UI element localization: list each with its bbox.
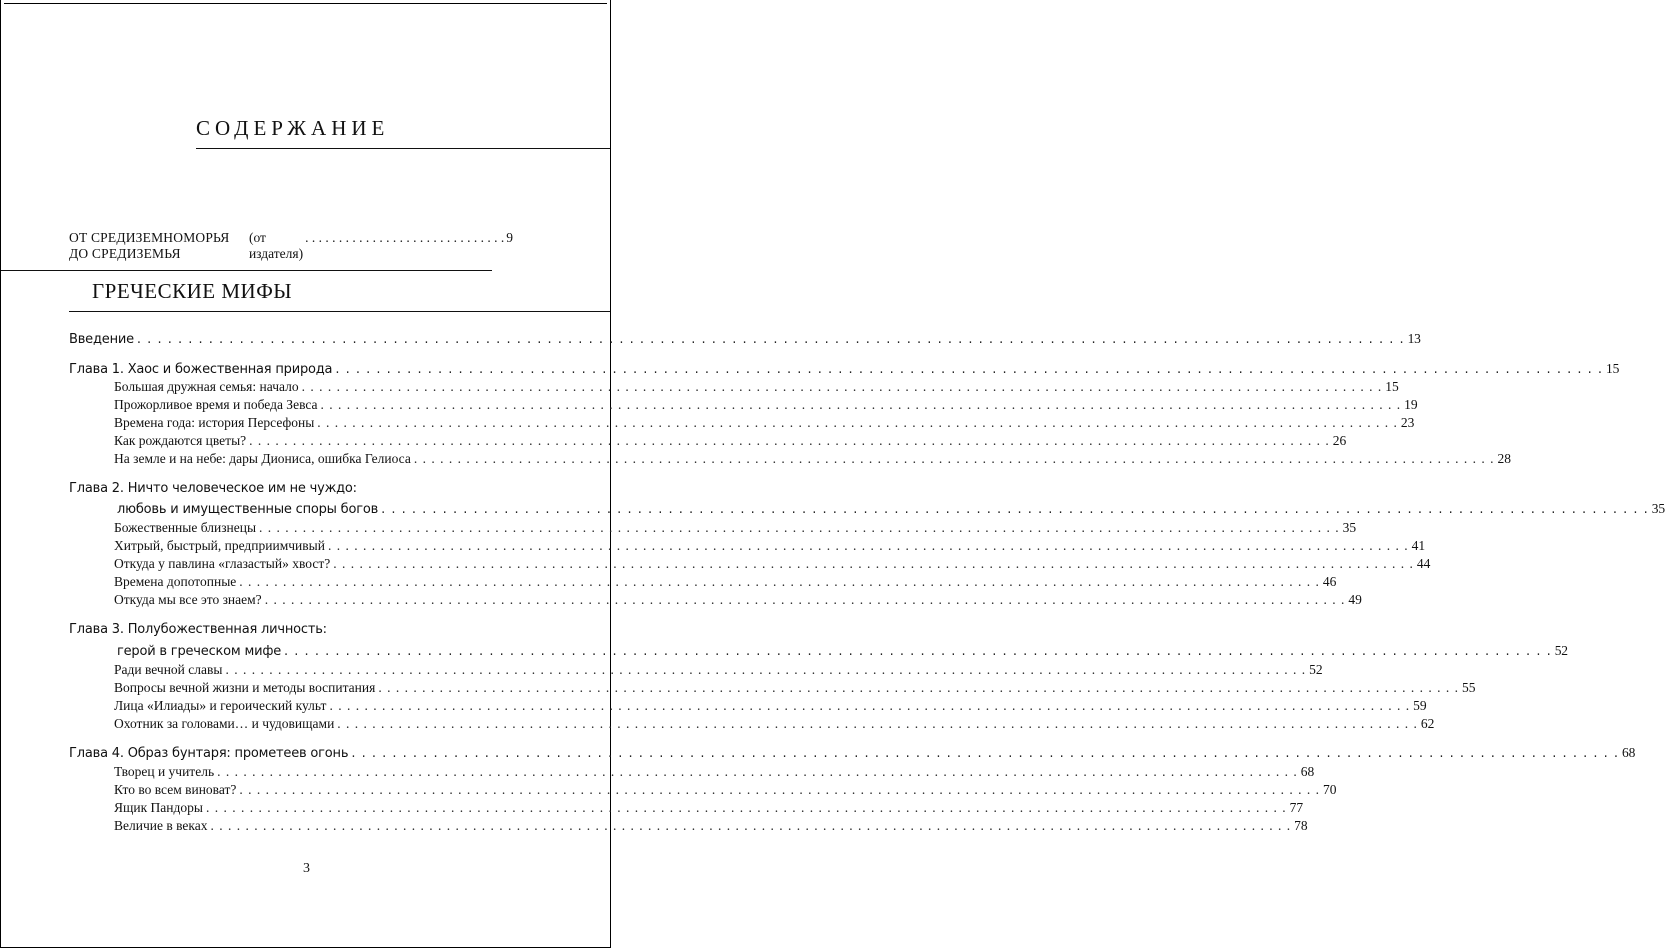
toc-label: Времена года: история Персефоны [114, 415, 315, 430]
leader-dots [321, 397, 1402, 413]
title-underline [196, 148, 610, 149]
toc-label: Большая дружная семья: начало [114, 379, 299, 394]
toc-label: Ящик Пандоры [114, 800, 203, 815]
section-title: ГРЕЧЕСКИЕ МИФЫ [92, 279, 293, 303]
toc-page: 55 [1461, 680, 1476, 695]
toc-entry[interactable] [114, 379, 1399, 395]
toc-page: 44 [1416, 556, 1431, 571]
toc-label: Глава 1. Хаос и божественная природа [69, 362, 333, 377]
toc-label: Вопросы вечной жизни и методы воспитания [114, 680, 376, 695]
leader-dots [317, 415, 1398, 431]
toc-page: 19 [1404, 397, 1418, 412]
toc-chapter-1[interactable] [69, 361, 1620, 377]
toc-entry[interactable] [114, 592, 1362, 608]
publisher-entry-caps: ОТ СРЕДИЗЕМНОМОРЬЯ ДО СРЕДИЗЕМЬЯ [69, 230, 230, 261]
toc-label: Величие в веках [114, 818, 208, 833]
toc-entry-intro[interactable] [69, 331, 1421, 347]
section-rule-top [1, 270, 492, 271]
toc-page: 78 [1294, 818, 1308, 833]
toc-page: 35 [1342, 520, 1357, 535]
toc-entry[interactable] [114, 698, 1427, 714]
toc-label: Кто во всем виноват? [114, 782, 237, 797]
toc-entry[interactable] [114, 415, 1415, 431]
toc-label: Времена допотопные [114, 574, 237, 589]
toc-page: 49 [1348, 592, 1362, 607]
leader-dots [378, 680, 1459, 696]
toc-chapter-4[interactable] [69, 745, 1636, 761]
toc-page: 28 [1497, 451, 1511, 466]
toc-page: 62 [1420, 716, 1435, 731]
toc-entry[interactable] [114, 800, 1304, 816]
toc-label: Охотник за головами… и чудовищами [114, 716, 335, 731]
leader-dots [137, 332, 1405, 347]
toc-page: 52 [1554, 643, 1568, 658]
toc-page: 13 [1407, 331, 1421, 346]
toc-label: Прожорливое время и победа Зевса [114, 397, 318, 412]
toc-label: Лица «Илиады» и героический культ [114, 698, 327, 713]
toc-page: 35 [1651, 501, 1665, 516]
leader-dots [351, 746, 1619, 761]
leader-dots [225, 662, 1306, 678]
toc-label: Глава 4. Образ бунтаря: прометеев огонь [69, 746, 349, 761]
toc-label: Глава 3. Полубожественная личность: [69, 622, 327, 637]
leader-dots [333, 556, 1414, 572]
toc-entry[interactable] [114, 818, 1308, 834]
toc-page: 15 [1385, 379, 1399, 394]
toc-page: 77 [1289, 800, 1304, 815]
leader-dots [329, 698, 1410, 714]
leader-dots [284, 644, 1552, 659]
toc-entry[interactable] [114, 433, 1347, 449]
top-border [4, 3, 607, 4]
leader-dots [335, 362, 1603, 377]
toc-page: 26 [1332, 433, 1347, 448]
toc-label: Введение [69, 332, 134, 347]
toc-chapter-2[interactable] [69, 481, 357, 496]
toc-page: 15 [1606, 361, 1620, 376]
toc-label: герой в греческом мифе [117, 644, 282, 659]
toc-chapter-2-cont[interactable] [117, 501, 1665, 517]
toc-label: Как рождаются цветы? [114, 433, 247, 448]
toc-page: 59 [1413, 698, 1427, 713]
toc-entry[interactable] [114, 764, 1315, 780]
leader-dots [206, 800, 1287, 816]
toc-label: Божественные близнецы [114, 520, 257, 535]
leader-dots [217, 764, 1298, 780]
toc-page: 52 [1309, 662, 1323, 677]
toc-page: 70 [1323, 782, 1337, 797]
publisher-entry [69, 230, 513, 262]
section-rule-bottom [69, 311, 610, 312]
toc-page: 68 [1300, 764, 1315, 779]
toc-entry[interactable] [114, 397, 1418, 413]
toc-label: Ради вечной славы [114, 662, 223, 677]
toc-entry[interactable] [114, 662, 1323, 678]
toc-chapter-3[interactable] [69, 622, 327, 637]
toc-label: Хитрый, быстрый, предприимчивый [114, 538, 325, 553]
toc-entry[interactable] [114, 680, 1476, 696]
leader-dots [249, 433, 1330, 449]
toc-entry[interactable] [114, 538, 1426, 554]
leader-dots [381, 502, 1649, 517]
publisher-entry-rest: (от издателя) [248, 230, 304, 261]
toc-page: 23 [1400, 415, 1415, 430]
toc-page: 68 [1622, 745, 1636, 760]
toc-label: любовь и имущественные споры богов [117, 502, 379, 517]
publisher-entry-page: 9 [506, 230, 513, 245]
leader-dots [265, 592, 1346, 608]
leader-dots [239, 574, 1320, 590]
leader-dots: . . . . . . . . . . . . . . . . . . . . . . . . . . . . . . [305, 230, 505, 245]
leader-dots [259, 520, 1340, 536]
toc-label: Глава 2. Ничто человеческое им не чуждо: [69, 481, 357, 496]
leader-dots [328, 538, 1409, 554]
toc-entry[interactable] [114, 520, 1357, 536]
toc-label: Творец и учитель [114, 764, 215, 779]
leader-dots [414, 451, 1495, 467]
leader-dots [210, 818, 1291, 834]
toc-entry[interactable] [114, 716, 1435, 732]
page-title: СОДЕРЖАНИЕ [196, 116, 390, 140]
toc-label: На земле и на небе: дары Диониса, ошибка Гелиоса [114, 451, 411, 466]
toc-page: 46 [1322, 574, 1337, 589]
leader-dots [337, 716, 1418, 732]
toc-entry[interactable] [114, 782, 1337, 798]
page-number: 3 [303, 861, 310, 876]
toc-label: Откуда у павлина «глазастый» хвост? [114, 556, 331, 571]
leader-dots [302, 379, 1383, 395]
toc-entry[interactable] [114, 556, 1431, 572]
toc-page: 41 [1411, 538, 1426, 553]
toc-label: Откуда мы все это знаем? [114, 592, 262, 607]
toc-chapter-3-cont[interactable] [117, 643, 1568, 659]
toc-entry[interactable] [114, 451, 1511, 467]
leader-dots [239, 782, 1320, 798]
toc-entry[interactable] [114, 574, 1337, 590]
